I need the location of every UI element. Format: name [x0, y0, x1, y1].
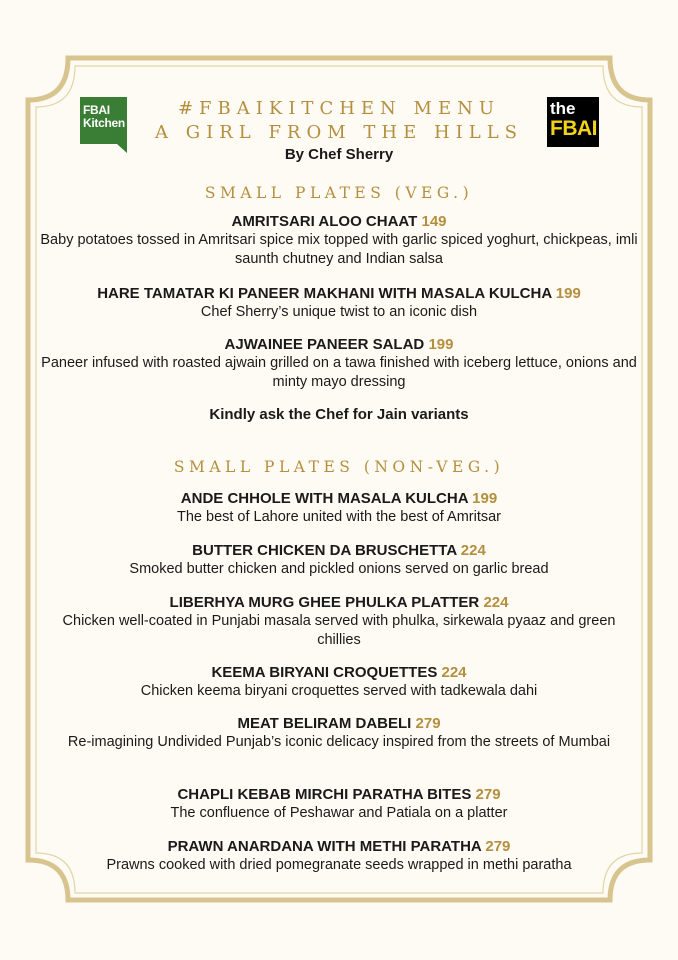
menu-item: [40, 284, 638, 322]
item-title: [40, 284, 638, 303]
logo-left-line-2: Kitchen: [83, 116, 125, 130]
item-price: 279: [415, 715, 441, 732]
section-heading-non-veg: SMALL PLATES (NON-VEG.): [173, 458, 505, 476]
item-description: Re-imagining Undivided Punjab’s iconic delicacy inspired from the streets of Mumbai: [67, 734, 611, 750]
item-description: Paneer infused with roasted ajwain grilled on a tawa finished with iceberg lettuce, onions and minty mayo dressing: [41, 355, 637, 390]
item-title: [40, 212, 638, 231]
menu-item: [40, 837, 638, 875]
menu-item: [40, 335, 638, 392]
item-price: 279: [475, 786, 501, 803]
menu-title: #FBAIKITCHEN MENU: [177, 98, 501, 119]
item-name: KEEMA BIRYANI CROQUETTES: [211, 664, 438, 681]
menu-subtitle: A GIRL FROM THE HILLS: [155, 122, 523, 143]
item-name: ANDE CHHOLE WITH MASALA KULCHA: [180, 490, 468, 507]
jain-variants-note: Kindly ask the Chef for Jain variants: [209, 406, 469, 423]
item-description: Chicken keema biryani croquettes served with tadkewala dahi: [140, 683, 538, 699]
menu-item: [40, 785, 638, 823]
item-title: [40, 837, 638, 856]
item-description: Baby potatoes tossed in Amritsari spice mix topped with garlic spiced yoghurt, chickpeas, imli saunth chutney and Indian salsa: [40, 232, 638, 267]
item-price: 224: [441, 664, 467, 681]
item-name: HARE TAMATAR KI PANEER MAKHANI WITH MASALA KULCHA: [97, 285, 552, 302]
item-name: MEAT BELIRAM DABELI: [237, 715, 412, 732]
item-price: 199: [428, 336, 454, 353]
item-price: 224: [483, 594, 509, 611]
menu-item: [40, 714, 638, 752]
item-name: PRAWN ANARDANA WITH METHI PARATHA: [167, 838, 482, 855]
item-name: AMRITSARI ALOO CHAAT: [231, 213, 418, 230]
item-name: LIBERHYA MURG GHEE PHULKA PLATTER: [169, 594, 480, 611]
item-price: 149: [421, 213, 447, 230]
item-title: [40, 714, 638, 733]
section-heading-veg: SMALL PLATES (VEG.): [204, 184, 474, 202]
item-title: [40, 489, 638, 508]
logo-right-fbai: FBAI: [550, 117, 597, 140]
item-title: [40, 593, 638, 612]
menu-item: [40, 489, 638, 527]
item-name: BUTTER CHICKEN DA BRUSCHETTA: [192, 542, 457, 559]
logo-right-the: the: [550, 99, 576, 118]
item-title: [40, 541, 638, 560]
item-price: 199: [555, 285, 581, 302]
item-title: [40, 785, 638, 804]
item-description: The confluence of Peshawar and Patiala on a platter: [170, 805, 508, 821]
chef-byline: By Chef Sherry: [284, 146, 394, 163]
logo-left-line-1: FBAI: [83, 103, 110, 117]
item-title: [40, 335, 638, 354]
item-description: Chicken well-coated in Punjabi masala served with phulka, sirkewala pyaaz and green chillies: [62, 613, 616, 648]
menu-item: [40, 663, 638, 701]
item-price: 224: [460, 542, 486, 559]
item-description: Chef Sherry’s unique twist to an iconic dish: [200, 304, 478, 320]
item-name: AJWAINEE PANEER SALAD: [224, 336, 425, 353]
item-price: 199: [472, 490, 498, 507]
item-description: Smoked butter chicken and pickled onions served on garlic bread: [129, 561, 549, 577]
item-price: 279: [485, 838, 511, 855]
menu-item: [40, 593, 638, 650]
menu-item: [40, 212, 638, 269]
item-description: The best of Lahore united with the best of Amritsar: [176, 509, 501, 525]
item-title: [40, 663, 638, 682]
menu-item: [40, 541, 638, 579]
item-name: CHAPLI KEBAB MIRCHI PARATHA BITES: [177, 786, 472, 803]
item-description: Prawns cooked with dried pomegranate seeds wrapped in methi paratha: [106, 857, 572, 873]
